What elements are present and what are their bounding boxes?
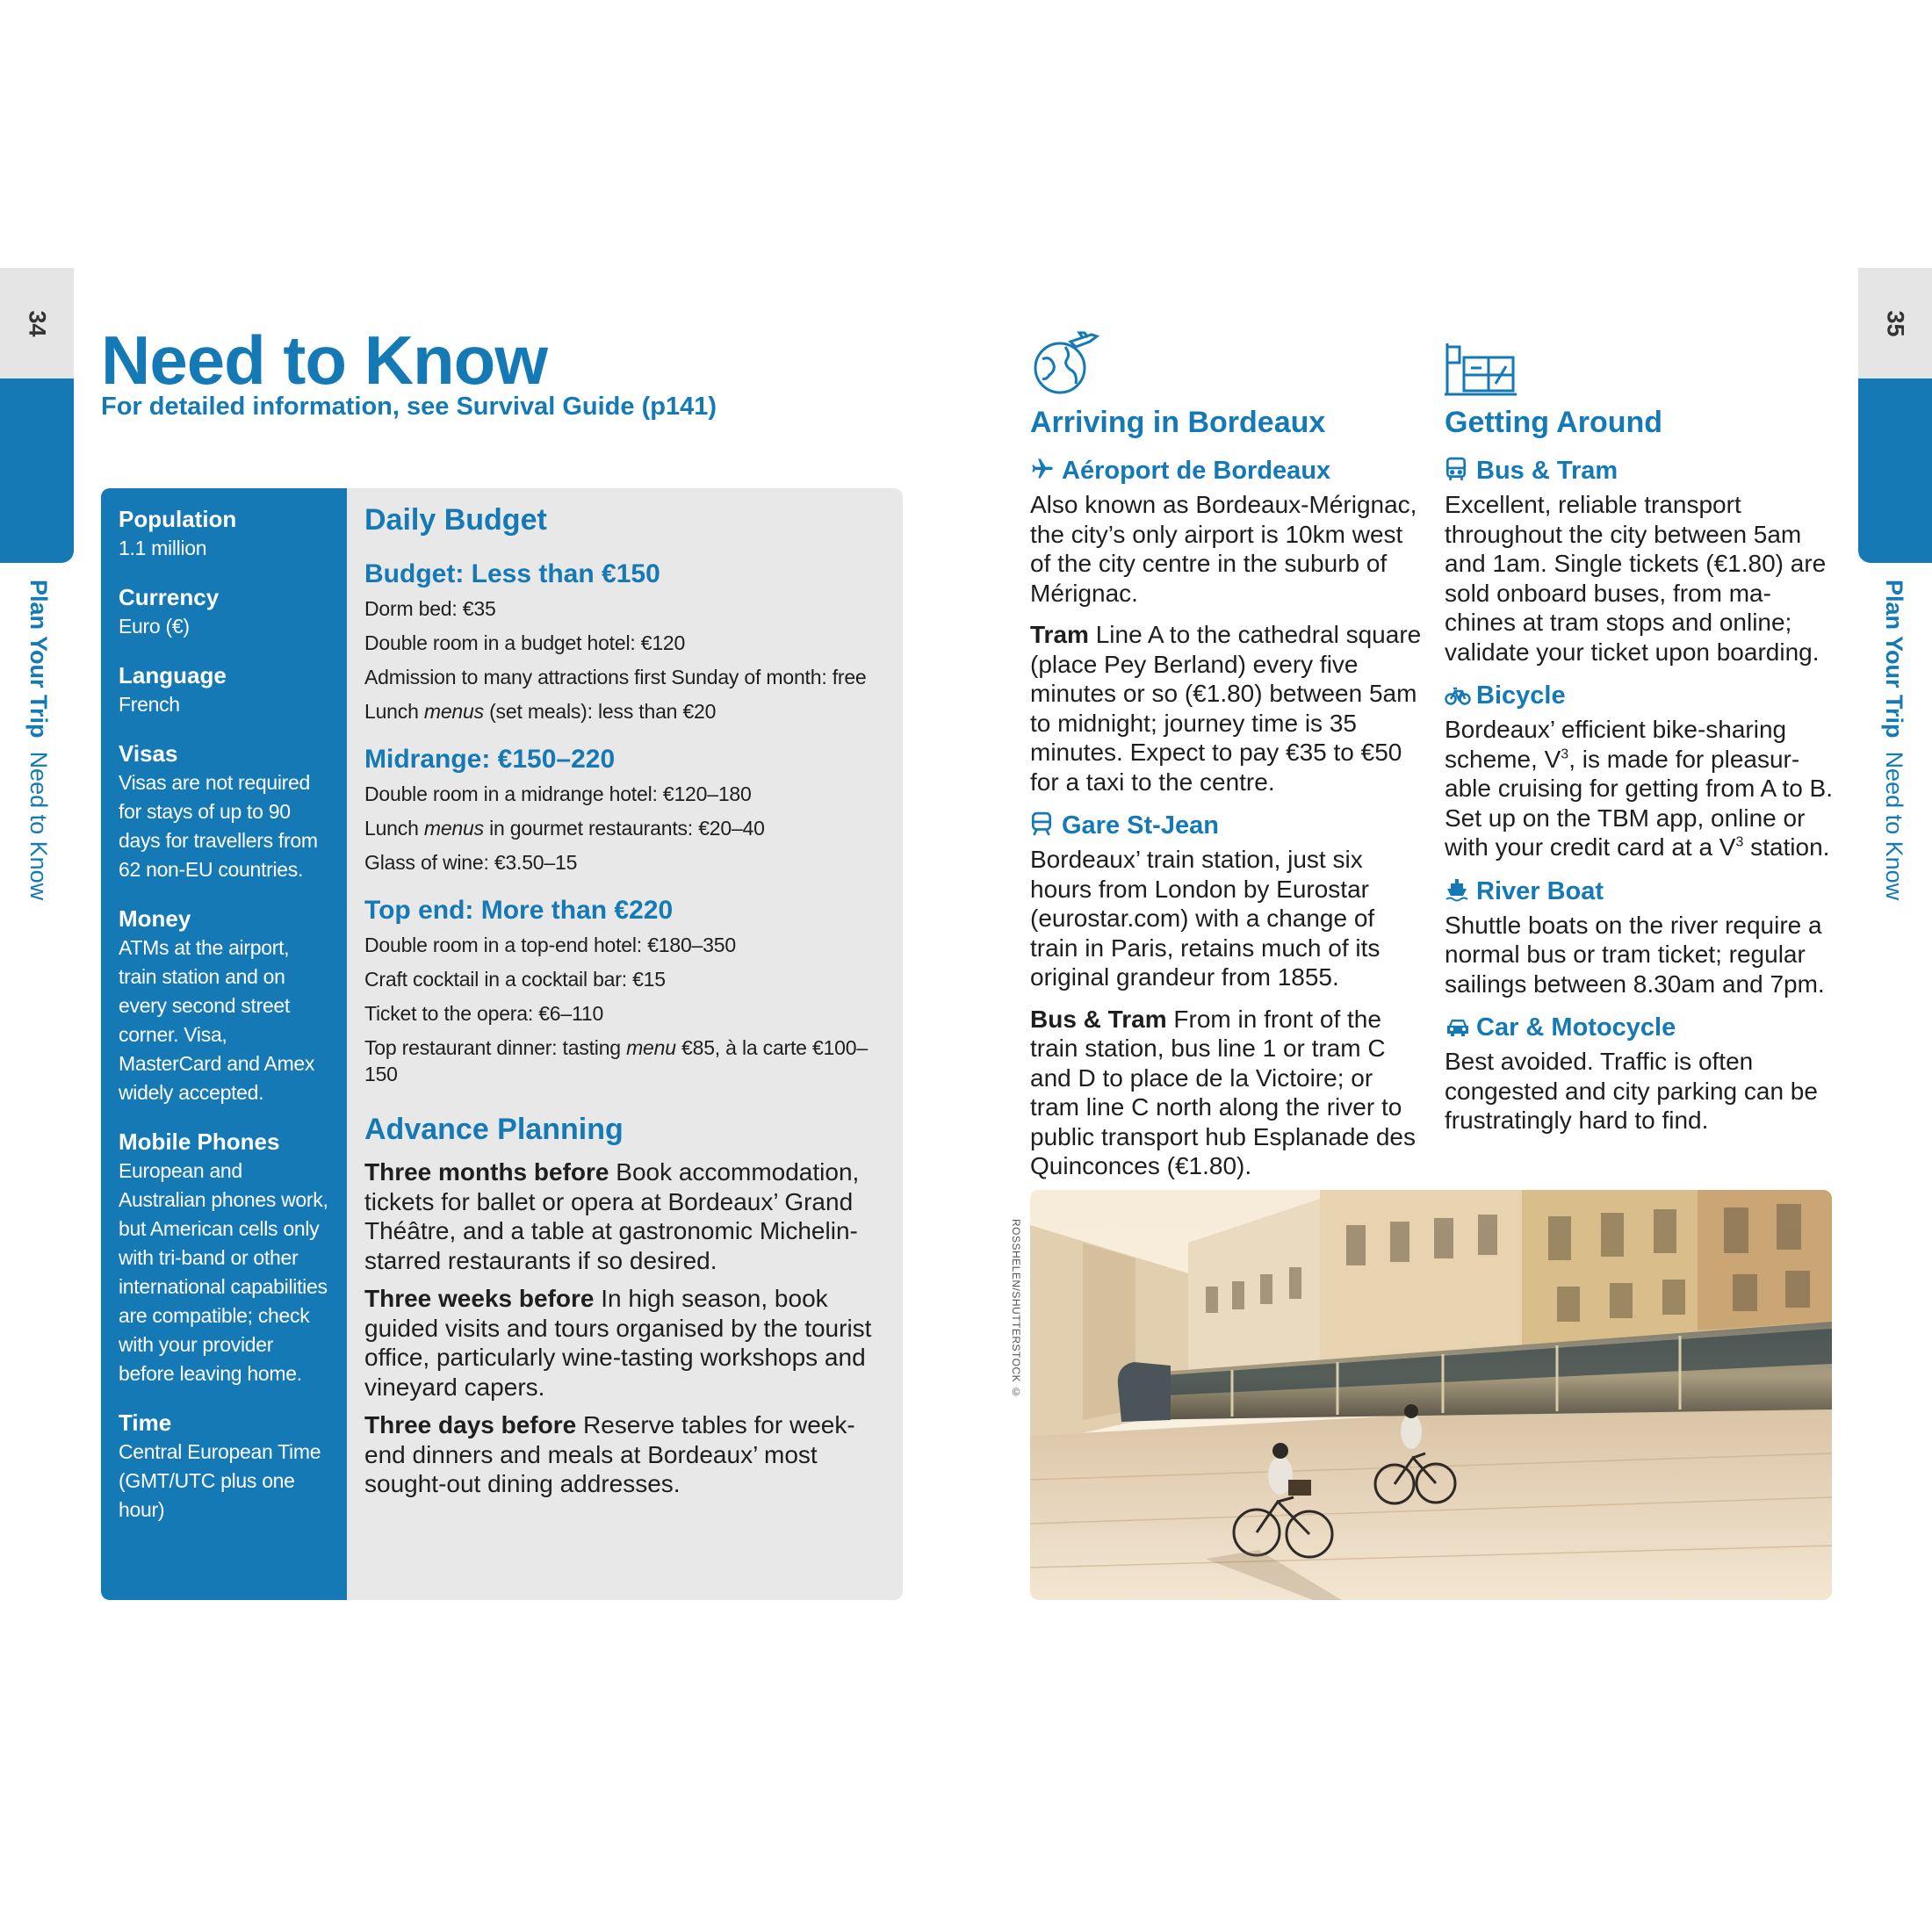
bicycle-heading: Bicycle	[1445, 679, 1840, 715]
fact-population: Population 1.1 million	[119, 506, 237, 559]
list-item: Ticket to the opera: €6–110	[364, 1002, 604, 1025]
page-tab-right	[1858, 268, 1932, 563]
top-end-tier-heading: Top end: More than €220	[364, 896, 674, 925]
page-tab-left	[0, 268, 74, 563]
bus-tram-heading: Bus & Tram	[1445, 454, 1840, 490]
globe-plane-icon	[1030, 329, 1425, 401]
running-head-section: Plan Your Trip	[1881, 580, 1907, 739]
station-heading: Gare St-Jean	[1030, 809, 1425, 845]
page-subtitle: For detailed information, see Survival Guide (p141)	[101, 393, 717, 421]
bicycle-text: Bordeaux’ efficient bike-sharing scheme, $V^3$, is made for pleasur-able cruising for getting from A to B. Set up on the TBM app, online or with your credit card at a $V^3$ station.	[1445, 716, 1834, 861]
car-heading: Car & Motocycle	[1445, 1011, 1840, 1047]
advance-item: Three days before Reserve tables for week-end dinners and meals at Bordeaux’ most sought-out dining addresses.	[364, 1411, 855, 1497]
fact-visas: Visas Visas are not required for stays of up to 90 days for travellers from 62 non-EU countries.	[119, 740, 318, 881]
station-text: Bordeaux’ train station, just six hours from London by Eurostar (eurostar.com) with a change of train in Paris, retains much of its original grandeur from 1855.	[1030, 846, 1381, 991]
advance-item: Three weeks before In high season, book guided visits and tours organised by the tourist office, particularly wine-tasting workshops and vineyard capers.	[364, 1285, 872, 1401]
running-head-chapter: Need to Know	[1881, 751, 1907, 901]
list-item: Glass of wine: €3.50–15	[364, 851, 578, 874]
list-item: Top restaurant dinner: tasting menu €85, à la carte €100–150	[364, 1036, 868, 1085]
tab-accent-left	[0, 378, 74, 563]
advance-planning-heading: Advance Planning	[364, 1113, 624, 1146]
page-number-right-box	[1858, 268, 1932, 378]
tram-street-photo	[1030, 1190, 1832, 1600]
running-head-chapter: Need to Know	[25, 751, 52, 901]
fact-language: Language French	[119, 662, 227, 716]
midrange-tier-heading: Midrange: €150–220	[364, 745, 616, 774]
car-text: Best avoided. Traffic is often congested and city parking can be frustratingly hard to find.	[1445, 1048, 1818, 1134]
car-icon	[1445, 1013, 1471, 1047]
arriving-column	[1030, 329, 1425, 1193]
bicycle-icon	[1445, 681, 1471, 715]
tab-accent-right	[1858, 378, 1932, 563]
fact-time: Time Central European Time (GMT/UTC plus one hour)	[119, 1409, 321, 1521]
station-bus-text: Bus & Tram From in front of the train station, bus line 1 or tram C and D to place de la Victoire; or tram line C north along the river to public transport hub Esplanade des Quinconces (€1.80).	[1030, 1005, 1416, 1179]
airport-text: Also known as Bordeaux-Mérignac, the city’s only airport is 10km west of the city centre in the suburb of Mérignac.	[1030, 491, 1417, 607]
facts-sidebar	[101, 488, 347, 1600]
river-boat-heading: River Boat	[1445, 875, 1840, 911]
budget-panel	[347, 488, 903, 1600]
page-number-left-box	[0, 268, 74, 378]
list-item: Dorm bed: €35	[364, 597, 496, 620]
running-head-section: Plan Your Trip	[25, 580, 52, 739]
list-item: Lunch menus (set meals): less than €20	[364, 700, 717, 723]
running-head-right	[1880, 580, 1907, 900]
running-head-left	[25, 580, 52, 900]
photo-credit: ROSSHELEN/SHUTTERSTOCK ©	[1010, 1219, 1022, 1399]
list-item: Lunch menus in gourmet restaurants: €20–40	[364, 817, 765, 840]
boat-icon	[1445, 877, 1471, 911]
arriving-heading: Arriving in Bordeaux	[1030, 406, 1326, 439]
bus-tram-text: Excellent, reliable transport throughout the city between 5am and 1am. Single tickets (€1.80) are sold onboard buses, from ma-chines at tram stops and online; validate your ticket upon boarding.	[1445, 491, 1827, 666]
list-item: Admission to many attractions first Sunday of month: free	[364, 666, 867, 688]
getting-around-heading: Getting Around	[1445, 406, 1663, 439]
list-item: Craft cocktail in a cocktail bar: €15	[364, 968, 666, 991]
fact-money: Money ATMs at the airport, train station and on every second street corner. Visa, MasterCard and Amex widely accepted.	[119, 905, 315, 1104]
page-title: Need to Know	[101, 321, 547, 399]
fact-currency: Currency Euro (€)	[119, 584, 220, 638]
advance-item: Three months before Book accommodation, tickets for ballet or opera at Bordeaux’ Grand Théâtre, and a table at gastronomic Michelin-starred restaurants if so desired.	[364, 1158, 860, 1274]
transport-board-icon	[1445, 329, 1840, 401]
daily-budget-heading: Daily Budget	[364, 503, 547, 537]
list-item: Double room in a top-end hotel: €180–350	[364, 934, 736, 956]
river-boat-text: Shuttle boats on the river require a normal bus or tram ticket; regular sailings between 8.30am and 7pm.	[1445, 911, 1825, 998]
page-number-left: 34	[24, 309, 51, 337]
budget-tier-heading: Budget: Less than €150	[364, 559, 660, 588]
list-item: Double room in a midrange hotel: €120–180	[364, 782, 752, 805]
train-icon	[1030, 811, 1056, 845]
airport-tram-text: Tram Line A to the cathedral square (place Pey Berland) every five minutes or so (€1.80) between 5am to midnight; journey time is 35 minutes. Expect to pay €35 to €50 for a taxi to the centre.	[1030, 621, 1422, 796]
plane-icon	[1030, 457, 1056, 490]
list-item: Double room in a budget hotel: €120	[364, 631, 686, 654]
bus-icon	[1445, 457, 1471, 490]
fact-mobile-phones: Mobile Phones European and Australian phones work, but American cells only with tri-band or other international capabilities are compatible; check with your provider before leaving home.	[119, 1128, 328, 1385]
page-number-right: 35	[1882, 309, 1909, 337]
advance-planning	[364, 1110, 887, 1499]
airport-heading: Aéroport de Bordeaux	[1030, 454, 1425, 490]
getting-around-column	[1445, 329, 1840, 1148]
